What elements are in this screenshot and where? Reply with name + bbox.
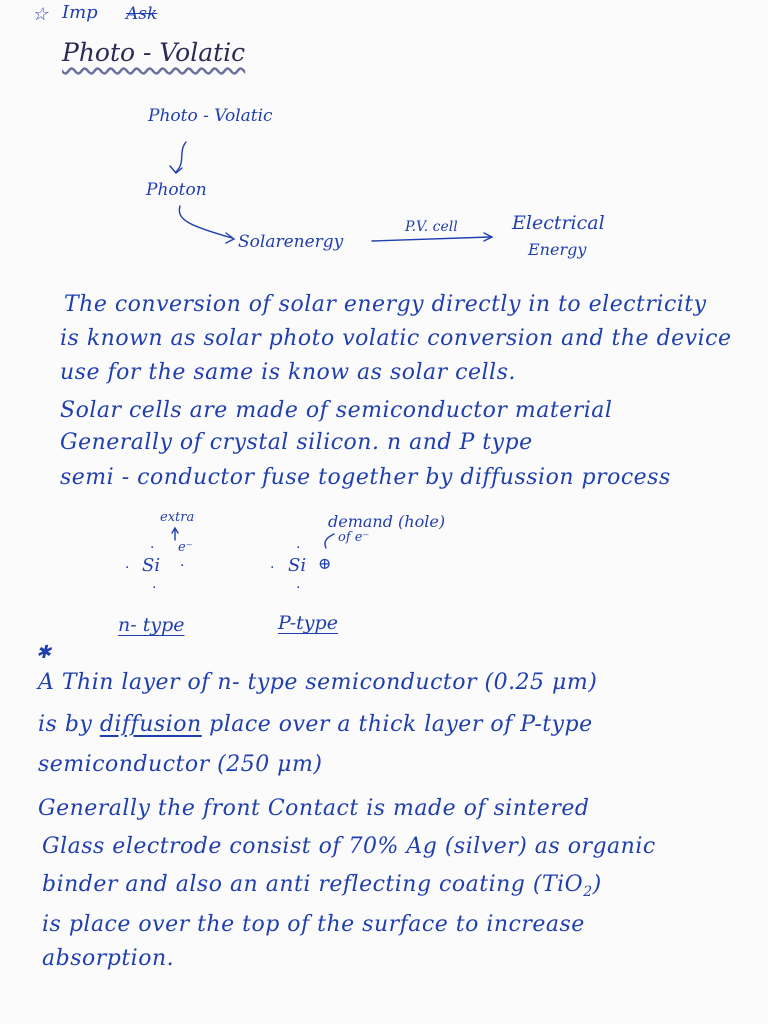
para4-line3 [42,872,602,900]
arrow-right [372,237,490,241]
para3-line2-post: place over a thick layer of P-type [201,712,593,737]
extra-label: extra [160,510,195,525]
flow-target-line2: Energy [528,240,587,259]
flow-node-solar-energy: Solarenergy [238,232,344,252]
demand-sub-label: of e⁻ [338,530,370,545]
scribbled-word: Ask [126,4,158,24]
para3-line3: semiconductor (250 μm) [38,752,323,777]
electron-dot: · [150,540,155,556]
flow-node-photon: Photon [146,180,207,200]
p-type-label: P-type [278,612,338,634]
para3-line1: A Thin layer of n- type semiconductor (0.25 μm) [38,670,598,695]
flow-node-photo-volatic: Photo - Volatic [148,106,273,126]
arrow-demand [325,534,334,548]
para4-line1: Generally the front Contact is made of sintered [38,796,590,821]
electron-dot: · [180,558,185,574]
hole-icon: ⊕ [318,554,332,573]
si-atom-n: Si [142,555,161,576]
para2-line3: semi - conductor fuse together by diffussion process [60,465,671,490]
imp-label: Imp [62,2,98,23]
flow-edge-label: P.V. cell [405,219,458,235]
electron-dot: · [296,580,301,596]
para4-line4: is place over the top of the surface to increase [42,912,585,937]
para2-line1: Solar cells are made of semiconductor material [60,398,613,423]
page-title: Photo - Volatic [62,38,246,67]
si-atom-p: Si [288,555,307,576]
para4-line3-post: ) [592,872,602,897]
para1-line3: use for the same is know as solar cells. [60,360,516,385]
electron-dot: · [296,540,301,556]
electron-dot: · [152,580,157,596]
star-icon: ☆ [32,4,49,25]
diffusion-keyword: diffusion [99,712,202,737]
n-type-label: n- type [118,614,185,636]
electron-dot: · [125,560,130,576]
para2-line2: Generally of crystal silicon. n and P type [60,430,533,455]
tio2-subscript: 2 [583,884,593,900]
para1-line2: is known as solar photo volatic conversion and the device [60,326,732,351]
para4-line3-pre: binder and also an anti reflecting coating (TiO [42,872,584,897]
para4-line5: absorption. [42,946,175,971]
asterisk-icon: ✱ [36,642,52,663]
arrow-curve [179,206,232,238]
para4-line2: Glass electrode consist of 70% Ag (silver) as organic [42,834,656,859]
demand-label: demand (hole) [328,512,446,531]
flow-target-line1: Electrical [512,212,605,234]
arrow-down [176,142,186,172]
electron-label: e⁻ [178,540,193,555]
electron-dot: · [270,560,275,576]
para3-line2 [38,712,593,737]
para1-line1: The conversion of solar energy directly in to electricity [64,292,707,317]
para3-line2-pre: is by [38,712,100,737]
